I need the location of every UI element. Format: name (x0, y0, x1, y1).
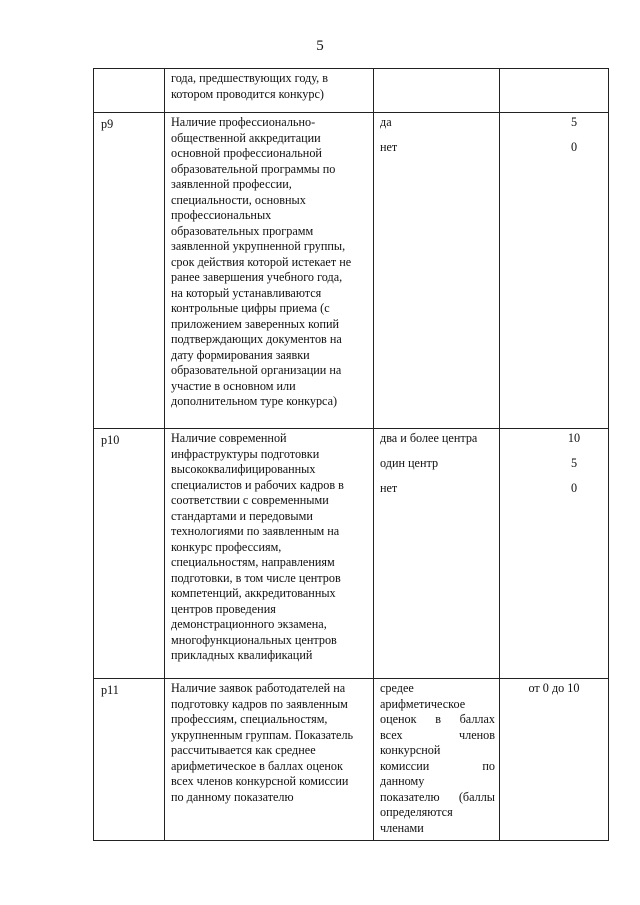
table-row-p10 (94, 429, 609, 679)
description-line: года, предшествующих году, в (171, 71, 328, 85)
value-line: членами (380, 820, 424, 835)
table-row-continuation (94, 69, 609, 113)
description-line: профессиям, специальностям, (171, 712, 328, 726)
value-line: конкурсной (380, 743, 441, 757)
description-line: рассчитывается как среднее (171, 743, 316, 757)
values-cell (374, 69, 500, 113)
description-line: Наличие профессионально- (171, 115, 316, 129)
points-value: 5 (570, 115, 578, 129)
description-line: компетенций, аккредитованных (171, 586, 336, 600)
code-cell (94, 69, 165, 113)
description-line: центров проведения (171, 601, 276, 616)
points-value: 10 (567, 431, 581, 445)
points-value: 0 (570, 140, 578, 154)
value-option: нет (380, 481, 398, 495)
description-line: подтверждающих документов на (171, 332, 342, 346)
table-row-p11 (94, 679, 609, 841)
description-line: дату формирования заявки (171, 347, 310, 362)
description-line: Наличие современной (171, 431, 287, 445)
description-line: специальностям, направлениям (171, 555, 335, 569)
value-line: арифметическое (380, 696, 466, 711)
description-line: многофункциональных центров (171, 632, 337, 647)
description-line: высококвалифицированных (171, 462, 316, 476)
description-line: образовательных программ (171, 223, 314, 238)
criteria-table (93, 68, 609, 841)
values-cell (374, 113, 500, 429)
code-cell: p11 (94, 679, 165, 841)
points-value: 5 (570, 456, 578, 470)
code-cell: p10 (94, 429, 165, 679)
points-value: от 0 до 10 (528, 681, 580, 695)
description-line: заявленной профессии, (171, 177, 292, 191)
description-line: срок действия которой истекает не (171, 254, 352, 269)
values-cell (374, 679, 500, 841)
description-line: конкурс профессиям, (171, 539, 282, 554)
value-line: показателю (баллы (380, 789, 495, 804)
description-line: контрольные цифры приема (с (171, 301, 330, 315)
description-cell (165, 113, 374, 429)
points-cell (500, 69, 609, 113)
description-line: приложением заверенных копий (171, 316, 340, 331)
values-cell (374, 429, 500, 679)
description-line: по данному показателю (171, 789, 294, 804)
description-line: образовательной организации на (171, 363, 342, 377)
description-line: подготовки, в том числе центров (171, 570, 341, 585)
value-option: один центр (380, 456, 439, 470)
description-line: общественной аккредитации (171, 130, 321, 145)
description-line: дополнительном туре конкурса) (171, 394, 338, 408)
value-option: нет (380, 140, 398, 154)
value-line: комиссии по (380, 758, 495, 773)
description-line: подготовку кадров по заявленным (171, 696, 348, 711)
description-cell (165, 69, 374, 113)
description-line: инфраструктуры подготовки (171, 446, 320, 461)
description-line: участие в основном или (171, 378, 296, 393)
description-line: стандартами и передовыми (171, 508, 313, 523)
description-cell (165, 679, 374, 841)
description-line: укрупненным группам. Показатель (171, 727, 354, 742)
points-cell (500, 113, 609, 429)
description-line: специальности, основных (171, 192, 306, 207)
description-line: профессиональных (171, 208, 272, 222)
points-cell (500, 679, 609, 841)
description-line: заявленной укрупненной группы, (171, 239, 346, 253)
value-line: средее (380, 681, 414, 695)
description-line: специалистов и рабочих кадров в (171, 477, 344, 492)
value-option: два и более центра (380, 431, 478, 445)
description-line: соответствии с современными (171, 493, 329, 507)
value-line: определяются (380, 805, 453, 819)
points-cell (500, 429, 609, 679)
description-line: основной профессиональной (171, 146, 322, 160)
value-line: данному (380, 774, 425, 788)
value-line: оценок в баллах (380, 712, 495, 726)
value-option: да (380, 115, 392, 129)
page-number: 5 (316, 38, 324, 54)
description-line: Наличие заявок работодателей на (171, 681, 346, 695)
description-cell (165, 429, 374, 679)
description-line: всех членов конкурсной комиссии (171, 774, 349, 788)
code-cell: p9 (94, 113, 165, 429)
description-line: технологиями по заявленным на (171, 524, 340, 538)
description-line: ранее завершения учебного года, (171, 270, 343, 284)
description-line: арифметическое в баллах оценок (171, 758, 343, 773)
description-line: котором проводится конкурс) (171, 86, 324, 101)
table-row-p9 (94, 113, 609, 429)
points-value: 0 (570, 481, 578, 495)
description-line: образовательной программы по (171, 161, 336, 176)
description-line: демонстрационного экзамена, (171, 617, 327, 631)
description-line: на который устанавливаются (171, 285, 322, 300)
value-line: всех членов (380, 727, 495, 742)
description-line: прикладных квалификаций (171, 648, 313, 662)
